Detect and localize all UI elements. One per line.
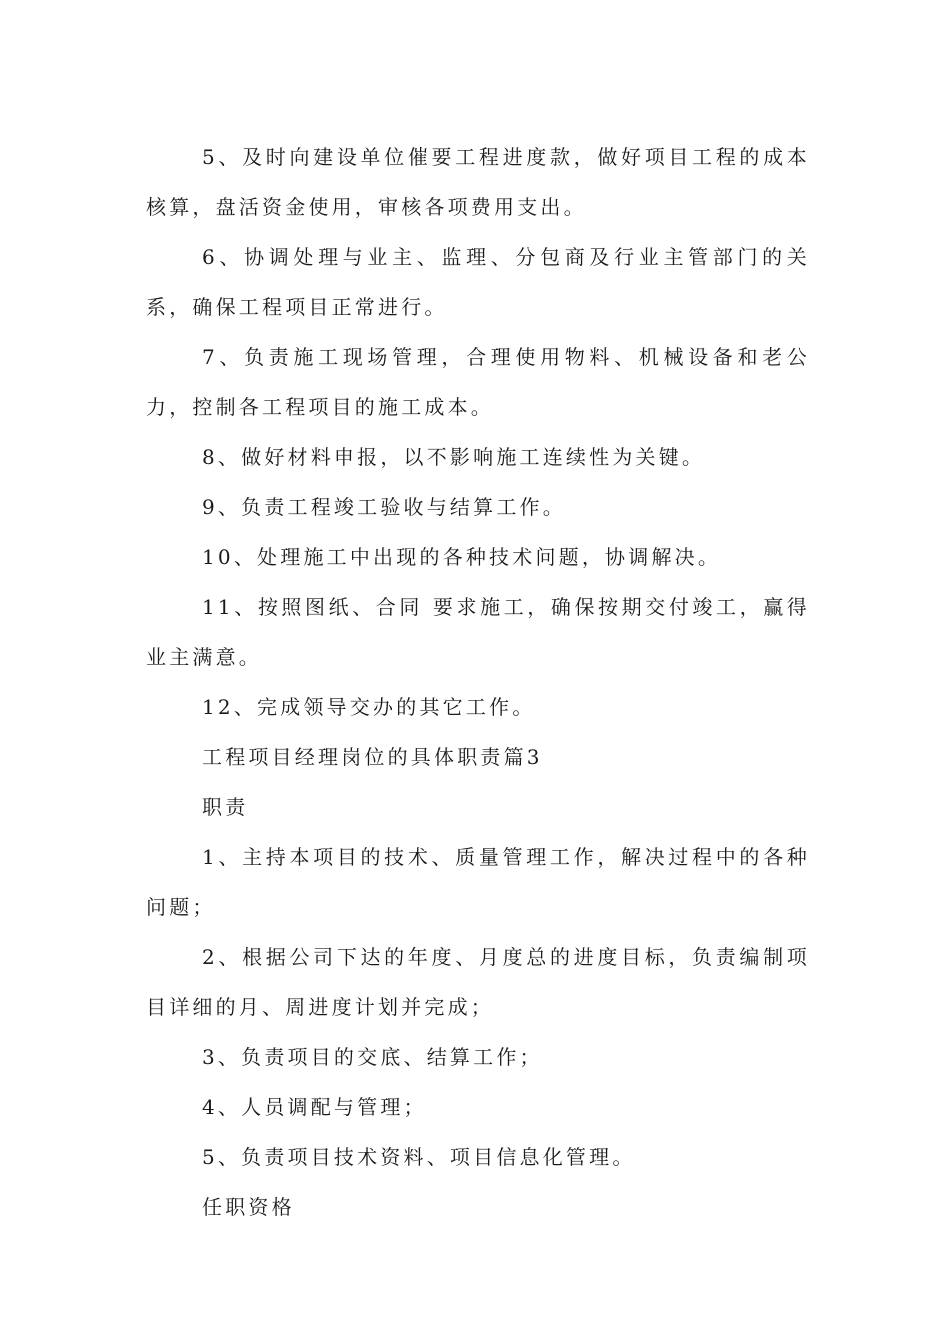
document-body (146, 132, 810, 1232)
paragraph-item-11: 11、按照图纸、合同 要求施工，确保按期交付竣工，赢得业主满意。 (146, 595, 810, 669)
paragraph-item-5: 5、及时向建设单位催要工程进度款，做好项目工程的成本核算，盘活资金使用，审核各项费用支出。 (146, 145, 810, 219)
section-heading: 工程项目经理岗位的具体职责篇3 (202, 745, 543, 769)
subsection-heading-duties: 职责 (202, 795, 249, 819)
paragraph-item-12: 12、完成领导交办的其它工作。 (202, 695, 536, 719)
paragraph-item-9: 9、负责工程竣工验收与结算工作。 (202, 495, 566, 519)
paragraph-item-8: 8、做好材料申报，以不影响施工连续性为关键。 (202, 445, 706, 469)
paragraph-item-7: 7、负责施工现场管理，合理使用物料、机械设备和老公力，控制各工程项目的施工成本。 (146, 345, 810, 419)
duty-item-1: 1、主持本项目的技术、质量管理工作，解决过程中的各种问题； (146, 845, 810, 919)
duty-item-3: 3、负责项目的交底、结算工作； (202, 1045, 543, 1069)
duty-item-4: 4、人员调配与管理； (202, 1095, 427, 1119)
duty-item-5: 5、负责项目技术资料、项目信息化管理。 (202, 1145, 636, 1169)
duty-item-2: 2、根据公司下达的年度、月度总的进度目标，负责编制项目详细的月、周进度计划并完成； (146, 945, 810, 1019)
subsection-heading-qualifications: 任职资格 (202, 1195, 295, 1219)
paragraph-item-10: 10、处理施工中出现的各种技术问题，协调解决。 (202, 545, 722, 569)
paragraph-item-6: 6、协调处理与业主、监理、分包商及行业主管部门的关系，确保工程项目正常进行。 (146, 245, 810, 319)
